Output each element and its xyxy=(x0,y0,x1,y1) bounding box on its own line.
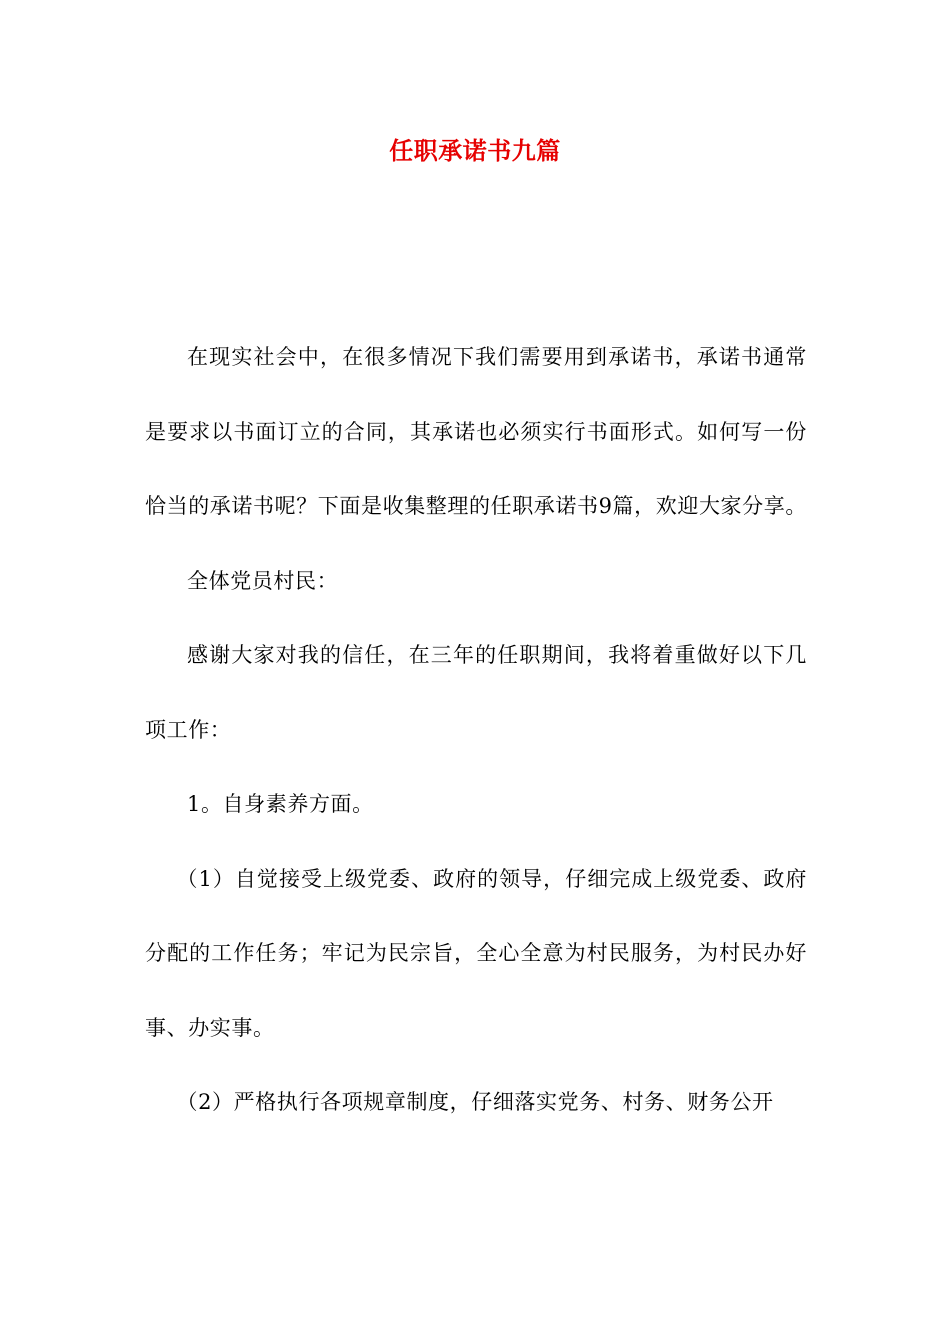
document-body xyxy=(145,320,807,1140)
salutation-paragraph: 全体党员村民： xyxy=(187,568,339,593)
item-paragraph-2: （2）严格执行各项规章制度，仔细落实党务、村务、财务公开 xyxy=(176,1090,774,1114)
section-heading-1: 1。自身素养方面。 xyxy=(187,792,374,816)
intro-paragraph: 在现实社会中，在很多情况下我们需要用到承诺书，承诺书通常是要求以书面订立的合同，其承诺也必须实行书面形式。如何写一份恰当的承诺书呢？下面是收集整理的任职承诺书9篇，欢迎大家分享。 xyxy=(145,345,807,518)
thanks-paragraph: 感谢大家对我的信任，在三年的任职期间，我将着重做好以下几项工作： xyxy=(145,643,807,742)
item-paragraph-1: （1）自觉接受上级党委、政府的领导，仔细完成上级党委、政府分配的工作任务；牢记为民宗旨，全心全意为村民服务，为村民办好事、办实事。 xyxy=(145,866,807,1040)
document-title: 任职承诺书九篇 xyxy=(389,136,561,165)
